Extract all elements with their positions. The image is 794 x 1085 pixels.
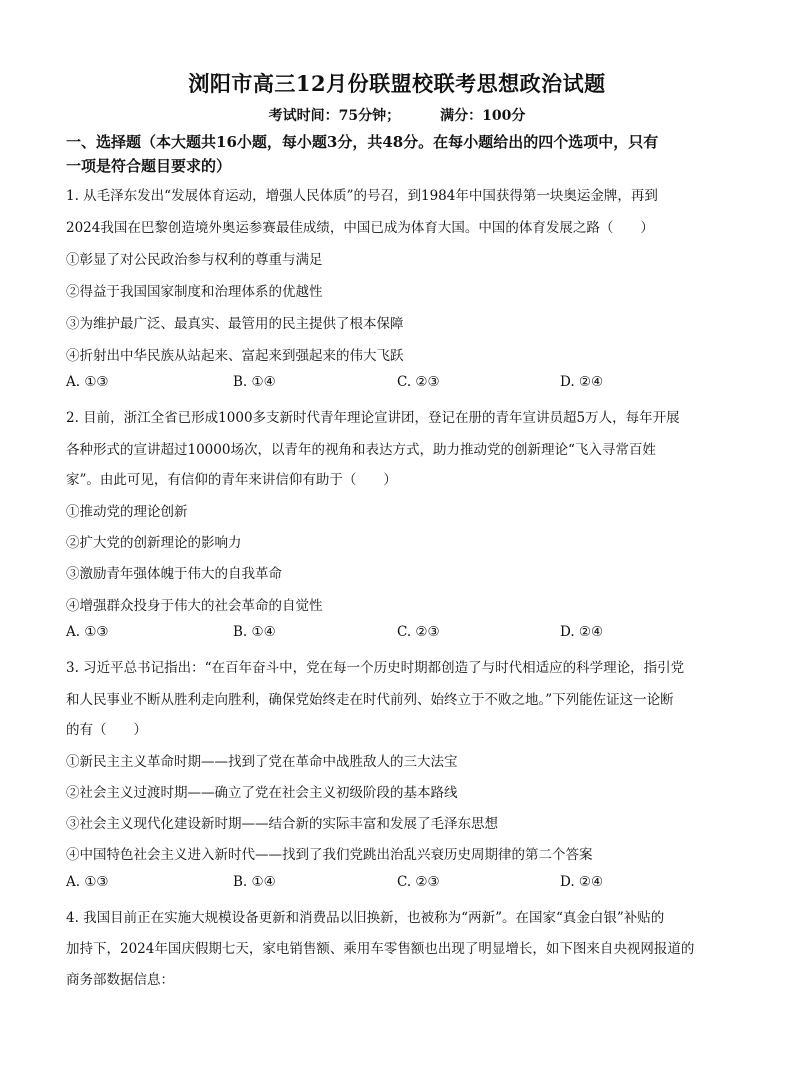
q3-statement-4: ④中国特色社会主义进入新时代——找到了我们党跳出治乱兴衰历史周期律的第二个答案: [66, 847, 593, 863]
q1-option-a: A. ①③: [66, 374, 109, 390]
q2-statement-4: ④增强群众投身于伟大的社会革命的自觉性: [66, 598, 323, 614]
full-score: 满分：100分: [440, 108, 526, 124]
q3-statement-1: ①新民主主义革命时期——找到了党在革命中战胜敌人的三大法宝: [66, 754, 458, 770]
q1-option-d: D. ②④: [560, 374, 604, 390]
q2-option-d: D. ②④: [560, 624, 604, 640]
q2-stem-line: 2. 目前，浙江全省已形成1000多支新时代青年理论宣讲团，登记在册的青年宣讲员超5万人，每年开展: [66, 410, 680, 426]
q3-stem-line: 3. 习近平总书记指出：“在百年奋斗中，党在每一个历史时期都创造了与时代相适应的科学理论，指引党: [66, 660, 685, 676]
q3-statement-2: ②社会主义过渡时期——确立了党在社会主义初级阶段的基本路线: [66, 785, 458, 801]
q2-option-a: A. ①③: [66, 624, 109, 640]
page-title: 浏阳市高三12月份联盟校联考思想政治试题: [188, 71, 606, 96]
q1-stem-line: 2024我国在巴黎创造境外奥运参赛最佳成绩，中国已成为体育大国。中国的体育发展之路（ ）: [66, 220, 654, 236]
q4-stem-line: 商务部数据信息：: [66, 972, 174, 988]
q3-stem-line: 的有（ ）: [66, 722, 147, 738]
q3-option-c: C. ②③: [397, 874, 440, 890]
q3-stem-line: 和人民事业不断从胜利走向胜利，确保党始终走在时代前列、始终立于不败之地。”下列能佐证这一论断: [66, 692, 674, 708]
section-heading: 一、选择题（本大题共16小题，每小题3分，共48分。在每小题给出的四个选项中，只有 一项是符合题目要求的）: [66, 133, 659, 175]
q2-option-b: B. ①④: [233, 624, 276, 640]
q2-stem-line: 家”。由此可见，有信仰的青年来讲信仰有助于（ ）: [66, 472, 397, 488]
q2-statement-3: ③激励青年强体魄于伟大的自我革命: [66, 566, 282, 582]
q1-statement-1: ①彰显了对公民政治参与权利的尊重与满足: [66, 252, 323, 268]
q3-option-d: D. ②④: [560, 874, 604, 890]
q1-statement-4: ④折射出中华民族从站起来、富起来到强起来的伟大飞跃: [66, 348, 404, 364]
exam-time: 考试时间：75分钟；: [268, 108, 401, 124]
q3-option-b: B. ①④: [233, 874, 276, 890]
q1-stem-line: 1. 从毛泽东发出“发展体育运动，增强人民体质”的号召，到1984年中国获得第一块奥运金牌，再到: [66, 188, 658, 204]
q1-statement-3: ③为维护最广泛、最真实、最管用的民主提供了根本保障: [66, 316, 404, 332]
q4-stem-line: 4. 我国目前正在实施大规模设备更新和消费品以旧换新，也被称为“两新”。在国家“真金白银”补贴的: [66, 910, 665, 926]
q4-stem-line: 加持下，2024年国庆假期七天，家电销售额、乘用车零售额也出现了明显增长，如下图来自央视网报道的: [66, 941, 695, 957]
q1-option-c: C. ②③: [397, 374, 440, 390]
q1-statement-2: ②得益于我国国家制度和治理体系的优越性: [66, 284, 323, 300]
q3-statement-3: ③社会主义现代化建设新时期——结合新的实际丰富和发展了毛泽东思想: [66, 816, 498, 832]
exam-info: [0, 105, 794, 125]
q2-statement-2: ②扩大党的创新理论的影响力: [66, 535, 242, 551]
q2-option-c: C. ②③: [397, 624, 440, 640]
q1-option-b: B. ①④: [233, 374, 276, 390]
q3-option-a: A. ①③: [66, 874, 109, 890]
q2-statement-1: ①推动党的理论创新: [66, 504, 188, 520]
q2-stem-line: 各种形式的宣讲超过10000场次，以青年的视角和表达方式，助力推动党的创新理论“飞入寻常百姓: [66, 442, 656, 458]
